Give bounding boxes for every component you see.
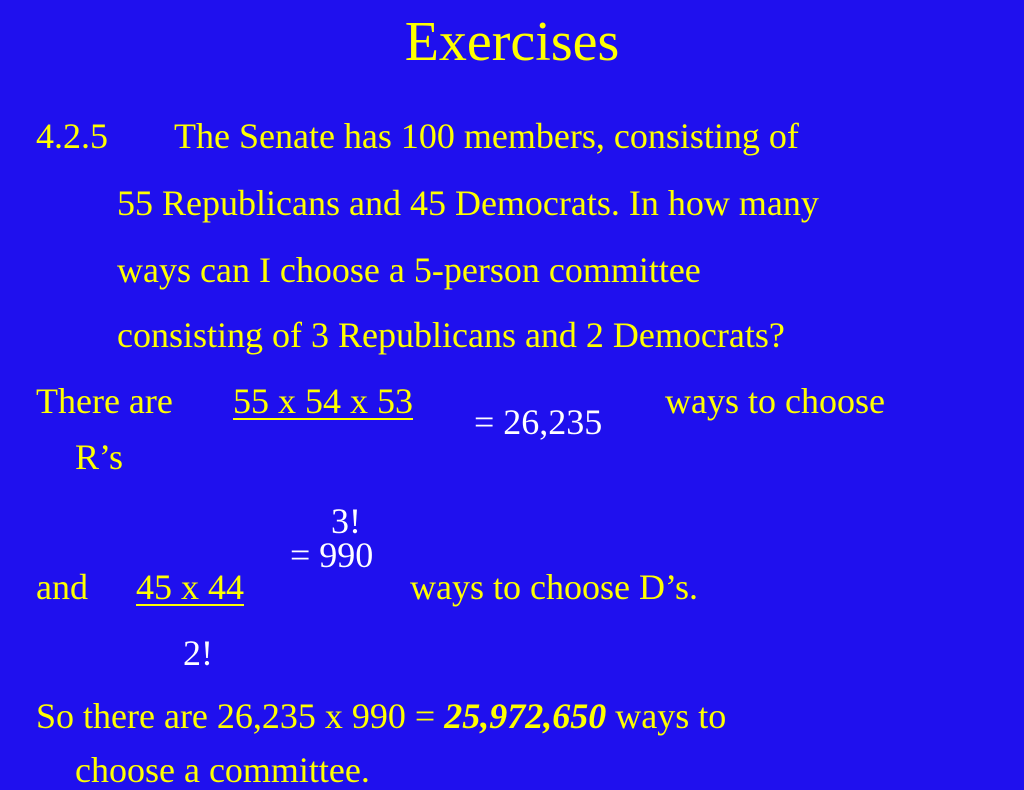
republicans-intro: There are: [36, 381, 173, 421]
democrats-denominator: 2!: [183, 633, 213, 673]
problem-line-4: consisting of 3 Republicans and 2 Democrats?: [117, 315, 785, 355]
conclusion-equals: =: [414, 696, 436, 736]
republicans-suffix: ways to choose: [665, 381, 885, 421]
conclusion-suffix: ways to: [615, 696, 727, 736]
problem-number: 4.2.5: [36, 116, 108, 156]
slide-title: Exercises: [404, 11, 620, 73]
problem-line-1: The Senate has 100 members, consisting of: [174, 116, 799, 156]
republicans-suffix-wrap: R’s: [75, 437, 124, 477]
conclusion-answer: 25,972,650: [444, 696, 607, 736]
democrats-intro: and: [36, 567, 88, 607]
democrats-result: = 990: [290, 535, 374, 575]
conclusion-line: [36, 698, 726, 734]
republicans-numerator: 55 x 54 x 53: [233, 381, 413, 421]
conclusion-suffix-wrap: choose a committee.: [75, 750, 370, 790]
democrats-numerator: 45 x 44: [136, 567, 244, 607]
problem-line-3: ways can I choose a 5-person committee: [117, 250, 701, 290]
republicans-result: = 26,235: [474, 402, 603, 442]
republicans-denominator: 3!: [331, 501, 361, 541]
democrats-suffix: ways to choose D’s.: [410, 567, 698, 607]
problem-line-2: 55 Republicans and 45 Democrats. In how many: [117, 183, 819, 223]
conclusion-prefix: So there are 26,235 x 990: [36, 696, 406, 736]
